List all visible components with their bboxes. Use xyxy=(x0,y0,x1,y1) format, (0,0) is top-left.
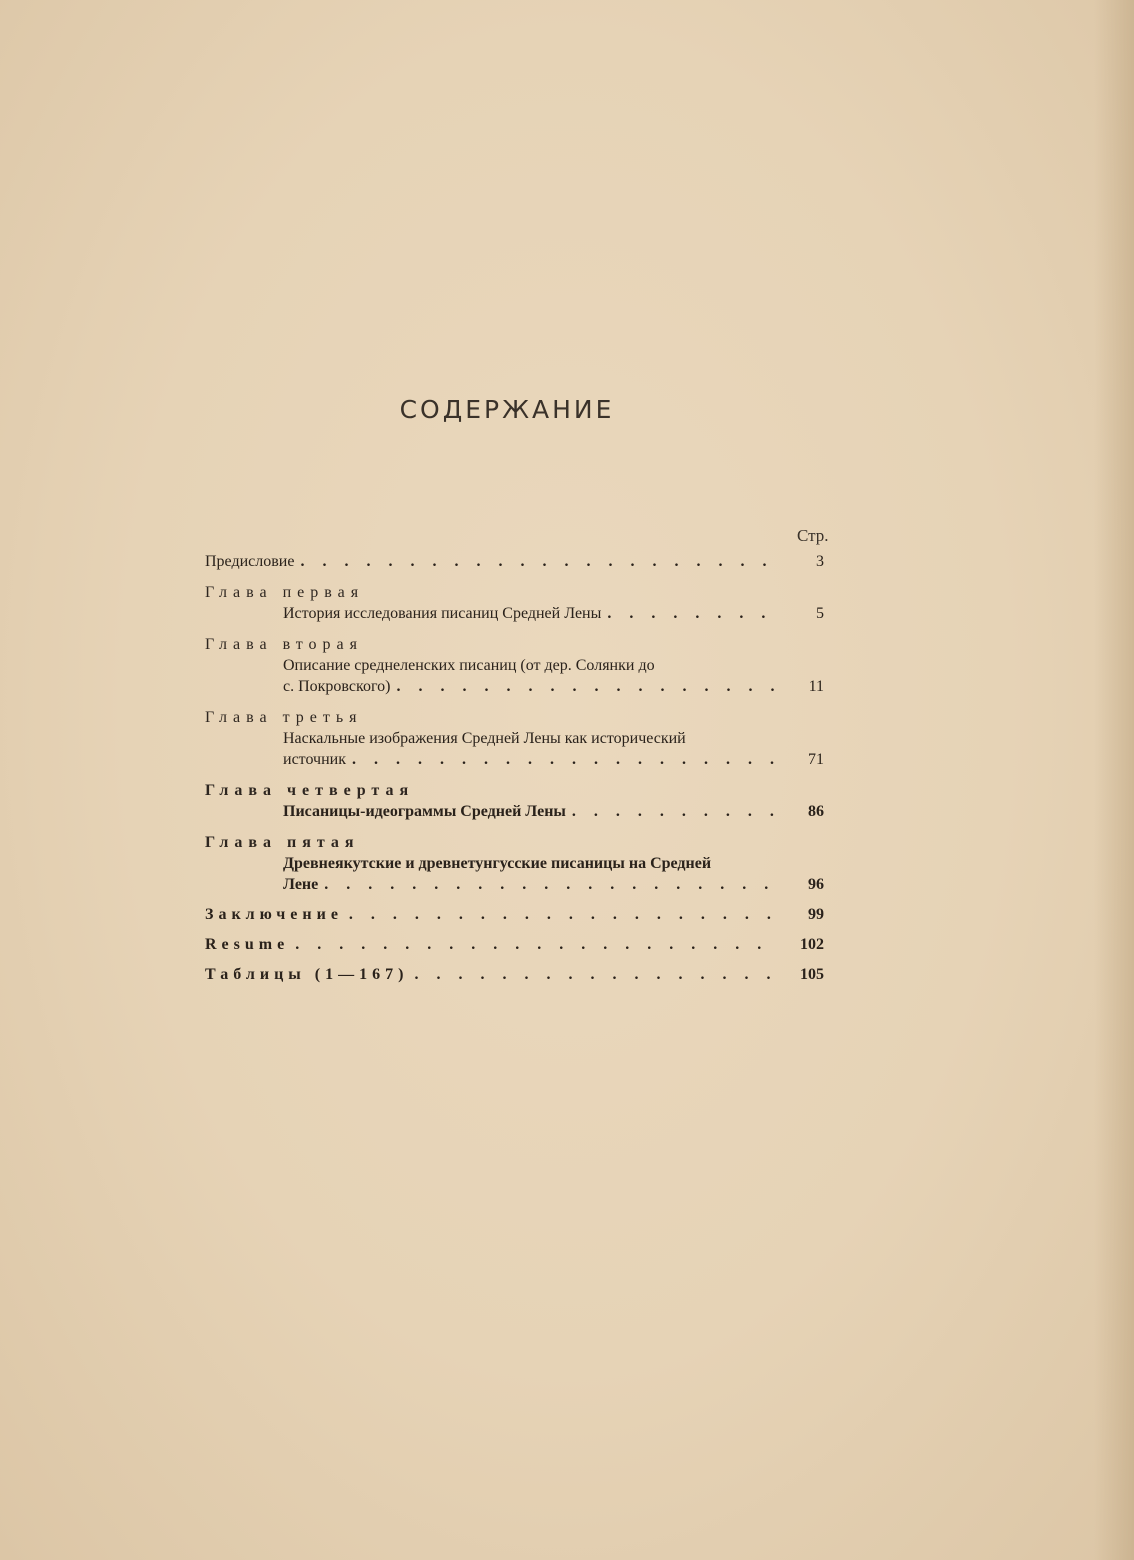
page-title: СОДЕРЖАНИЕ xyxy=(399,395,615,424)
toc-entry-label: Писаницы-идеограммы Средней Лены xyxy=(283,803,566,820)
leader-dots xyxy=(295,936,775,954)
toc-page-number: 86 xyxy=(808,803,824,820)
leader-dots xyxy=(349,906,775,924)
toc-entry-label: История исследования писаниц Средней Лены xyxy=(283,605,602,622)
toc-page-number: 99 xyxy=(808,906,824,923)
toc-entry-ch3 xyxy=(283,751,775,769)
toc-entry-preface xyxy=(205,553,775,571)
toc-entry-label: с. Покровского) xyxy=(283,678,391,695)
toc-entry-label: Заключение xyxy=(205,906,343,923)
leader-dots xyxy=(607,605,775,623)
toc-entry-ch4 xyxy=(283,803,775,821)
toc-entry-label: Древнеякутские и древнетунгусские писаницы на Средней xyxy=(283,855,712,872)
toc-entry-ch1 xyxy=(283,605,775,623)
chapter-heading: Глава пятая xyxy=(205,834,360,851)
toc-page-number: 11 xyxy=(808,678,824,695)
chapter-heading: Глава первая xyxy=(205,584,365,601)
chapter-heading: Глава третья xyxy=(205,709,363,726)
toc-entry-resume xyxy=(205,936,775,954)
toc-page-number: 96 xyxy=(808,876,824,893)
toc-page-number: 3 xyxy=(816,553,824,570)
toc-entry-label: Таблицы (1—167) xyxy=(205,966,409,983)
toc-entry-tables xyxy=(205,966,775,984)
pages-column-header: Стр. xyxy=(797,526,829,545)
leader-dots xyxy=(414,966,775,984)
chapter-heading: Глава вторая xyxy=(205,636,363,653)
leader-dots xyxy=(324,876,775,894)
toc-page-number: 5 xyxy=(816,605,824,622)
leader-dots xyxy=(396,678,775,696)
toc-entry-label: Лене xyxy=(283,876,319,893)
toc-entry-ch2 xyxy=(283,678,775,696)
page-edge-shadow xyxy=(1094,0,1134,1560)
leader-dots xyxy=(300,553,775,571)
leader-dots xyxy=(572,803,775,821)
toc-entry-ch5 xyxy=(283,876,775,894)
toc-entry-label: Описание среднеленских писаниц (от дер. Солянки до xyxy=(283,657,655,674)
toc-page-number: 71 xyxy=(808,751,824,768)
toc-entry-label: Наскальные изображения Средней Лены как исторический xyxy=(283,730,686,747)
chapter-heading: Глава четвертая xyxy=(205,782,415,799)
toc-page-number: 105 xyxy=(800,966,824,983)
toc-entry-label: Предисловие xyxy=(205,553,295,570)
toc-entry-conclusion xyxy=(205,906,775,924)
leader-dots xyxy=(352,751,775,769)
toc-entry-label: Resume xyxy=(205,936,290,953)
toc-entry-label: источник xyxy=(283,751,346,768)
toc-page-number: 102 xyxy=(800,936,824,953)
